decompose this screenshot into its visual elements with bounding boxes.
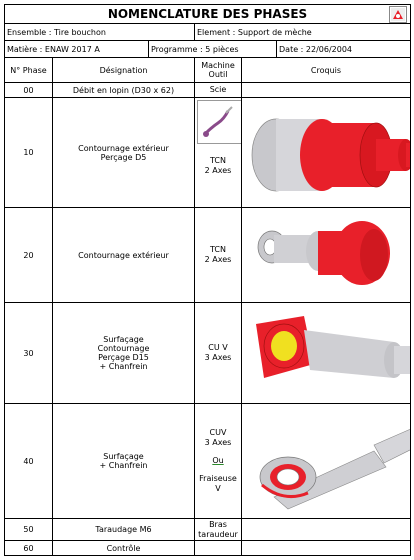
- machine-line: CU V: [208, 343, 228, 352]
- phase-number: 60: [5, 541, 53, 556]
- machine-line: taraudeur: [198, 529, 238, 539]
- machine-line: Ou: [212, 456, 224, 465]
- table-row: [5, 98, 411, 208]
- machine-cell: [195, 303, 242, 404]
- designation-line: Perçage D5: [100, 152, 147, 162]
- col-designation-header: Désignation: [53, 58, 195, 83]
- date-cell: Date : 22/06/2004: [277, 41, 411, 58]
- phase-number: 30: [5, 303, 53, 404]
- phase-number: 20: [5, 208, 53, 303]
- croquis-cell: [242, 404, 411, 519]
- machine-cell: [195, 98, 242, 208]
- table-row: [5, 303, 411, 404]
- col-phase-header: N° Phase: [5, 58, 53, 83]
- table-row: [5, 208, 411, 303]
- croquis-cell: [242, 541, 411, 556]
- phase-number: 50: [5, 519, 53, 541]
- designation-line: Contournage: [97, 344, 150, 353]
- designation-cell: [53, 541, 195, 556]
- machine-cell: [195, 83, 242, 98]
- croquis-cell: [242, 98, 411, 208]
- table-row: [5, 83, 411, 98]
- designation-cell: [53, 303, 195, 404]
- ensemble-cell: Ensemble : Tire bouchon: [5, 24, 195, 41]
- table-row: [5, 541, 411, 556]
- croquis-cell: [242, 208, 411, 303]
- element-cell: Element : Support de mèche: [195, 24, 411, 41]
- title-cell: [5, 5, 411, 24]
- designation-line: Contournage extérieur: [78, 143, 169, 153]
- part-sketch-30: [244, 304, 411, 403]
- col-machine-header: Machine Outil: [195, 58, 242, 83]
- machine-line: 2 Axes: [204, 255, 232, 264]
- nomenclature-table: [4, 4, 411, 556]
- machine-line: Scie: [209, 85, 227, 94]
- croquis-cell: [242, 303, 411, 404]
- nomenclature-sheet: [4, 4, 410, 556]
- machine-line: 2 Axes: [204, 166, 232, 175]
- designation-cell: [53, 519, 195, 541]
- designation-line: + Chanfrein: [99, 461, 148, 470]
- part-sketch-10: [244, 99, 411, 207]
- machine-line: 3 Axes: [204, 353, 232, 362]
- designation-line: Contrôle: [106, 543, 141, 553]
- part-sketch-20: [244, 209, 411, 302]
- phase-number: 40: [5, 404, 53, 519]
- matiere-cell: Matière : ENAW 2017 A: [5, 41, 149, 58]
- croquis-cell: [242, 83, 411, 98]
- machine-line: TCN: [210, 156, 226, 165]
- table-row: [5, 519, 411, 541]
- machine-line: Bras: [209, 519, 227, 529]
- machine-cell: [195, 519, 242, 541]
- designation-line: Contournage extérieur: [78, 250, 169, 260]
- designation-cell: [53, 83, 195, 98]
- machine-line: TCN: [210, 245, 226, 254]
- machine-cell: [195, 208, 242, 303]
- company-logo-icon: [389, 6, 407, 23]
- machine-cell: [195, 404, 242, 519]
- table-row: [5, 404, 411, 519]
- part-sketch-40: [244, 405, 411, 518]
- designation-line: + Chanfrein: [99, 362, 148, 371]
- designation-cell: [53, 208, 195, 303]
- machine-line: CUV: [209, 428, 227, 437]
- designation-cell: [53, 404, 195, 519]
- croquis-cell: [242, 519, 411, 541]
- page-title: NOMENCLATURE DES PHASES: [107, 7, 308, 21]
- designation-cell: [53, 98, 195, 208]
- designation-line: Perçage D15: [98, 353, 149, 362]
- corkscrew-thumbnail: [197, 100, 242, 144]
- phase-number: 10: [5, 98, 53, 208]
- machine-line: Fraiseuse V: [199, 474, 237, 493]
- designation-line: Surfaçage: [103, 335, 144, 344]
- designation-line: Débit en lopin (D30 x 62): [72, 85, 175, 95]
- machine-line: 3 Axes: [204, 438, 232, 447]
- machine-cell: [195, 541, 242, 556]
- designation-line: Taraudage M6: [95, 525, 152, 534]
- designation-line: Surfaçage: [103, 452, 144, 461]
- phase-number: 00: [5, 83, 53, 98]
- programme-cell: Programme : 5 pièces: [149, 41, 277, 58]
- col-croquis-header: Croquis: [242, 58, 411, 83]
